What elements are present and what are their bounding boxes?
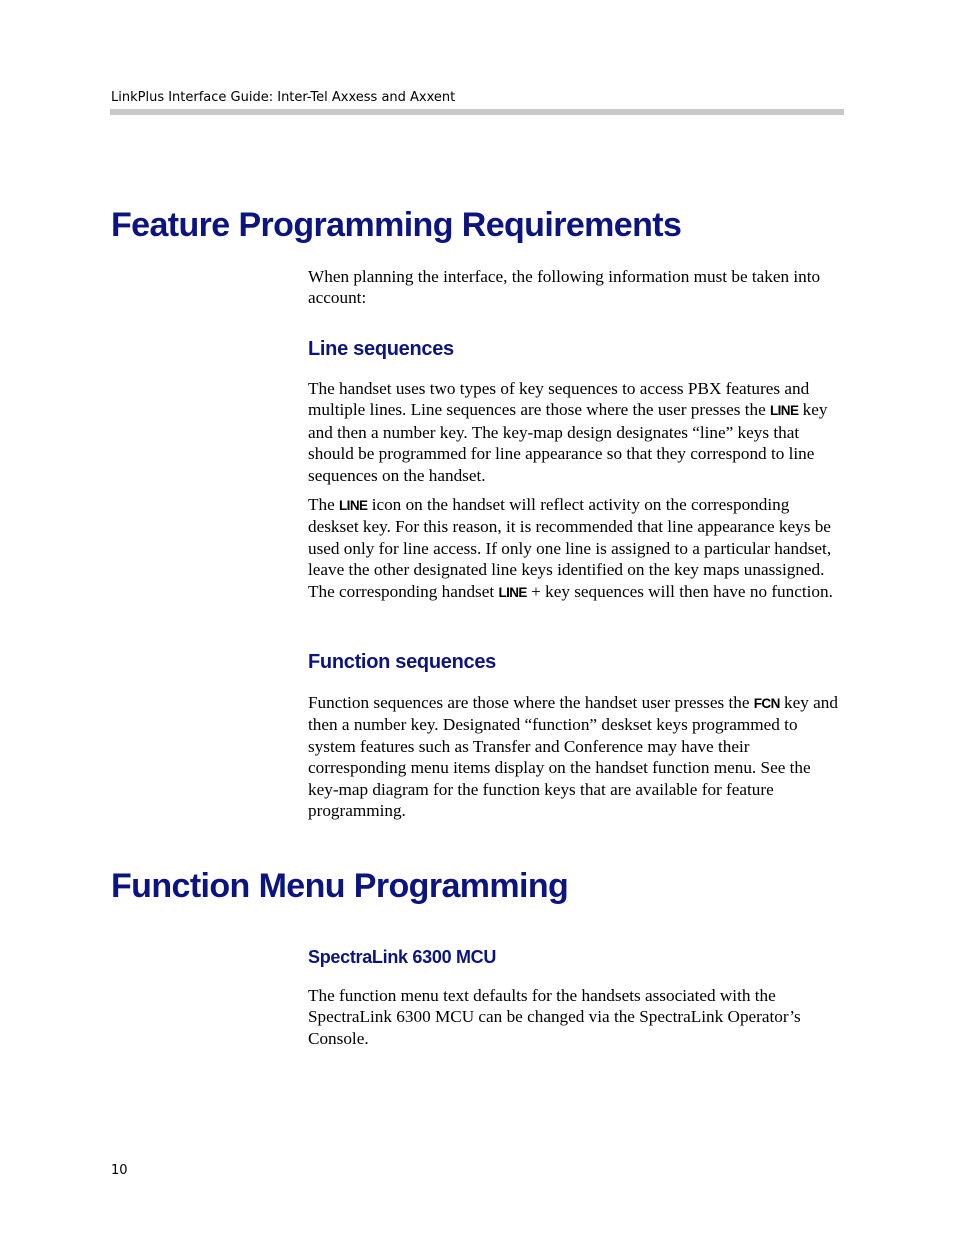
page-number: 10 [111, 1163, 128, 1178]
keyword-line: LINE [339, 498, 368, 513]
line-sequences-paragraph-2: The LINE icon on the handset will reflect activity on the corresponding deskset key. For this reason, it is recommended that line appearance keys be used only for line access. If only one line is assigned to a particular handset, leave the other designated line keys identified on the key maps unassigned. The corresponding handset LINE + key sequences will then have no function. [308, 495, 833, 601]
subheading-function-sequences: Function sequences [308, 651, 496, 673]
keyword-line: LINE [770, 403, 799, 419]
subheading-spectralink-mcu: SpectraLink 6300 MCU [308, 947, 497, 967]
keyword-line: LINE [498, 584, 527, 600]
line-sequences-paragraph-1: The handset uses two types of key sequences to access PBX features and multiple lines. Line sequences are those where the user presses the LINE key and then a number key. The key-map design designates “line” keys that should be programmed for line appearance so that they correspond to line sequences on the handset. [308, 379, 828, 485]
running-header: LinkPlus Interface Guide: Inter-Tel Axxess and Axxent [111, 90, 456, 105]
header-rule [110, 109, 844, 115]
section-title-feature-programming: Feature Programming Requirements [111, 206, 682, 244]
mcu-paragraph: The function menu text defaults for the handsets associated with the SpectraLink 6300 MCU can be changed via the SpectraLink Operator’s Console. [308, 986, 801, 1048]
section-title-function-menu: Function Menu Programming [111, 867, 569, 905]
intro-paragraph: When planning the interface, the following information must be taken into account: [308, 267, 821, 308]
keyword-fcn: FCN [753, 696, 780, 711]
function-sequences-paragraph: Function sequences are those where the handset user presses the FCN key and then a number key. Designated “function” deskset keys programmed to system features such as Transfer and Conference may have their corresponding menu items display on the handset function menu. See the key-map diagram for the function keys that are available for feature programming. [308, 693, 838, 821]
subheading-line-sequences: Line sequences [308, 338, 454, 360]
